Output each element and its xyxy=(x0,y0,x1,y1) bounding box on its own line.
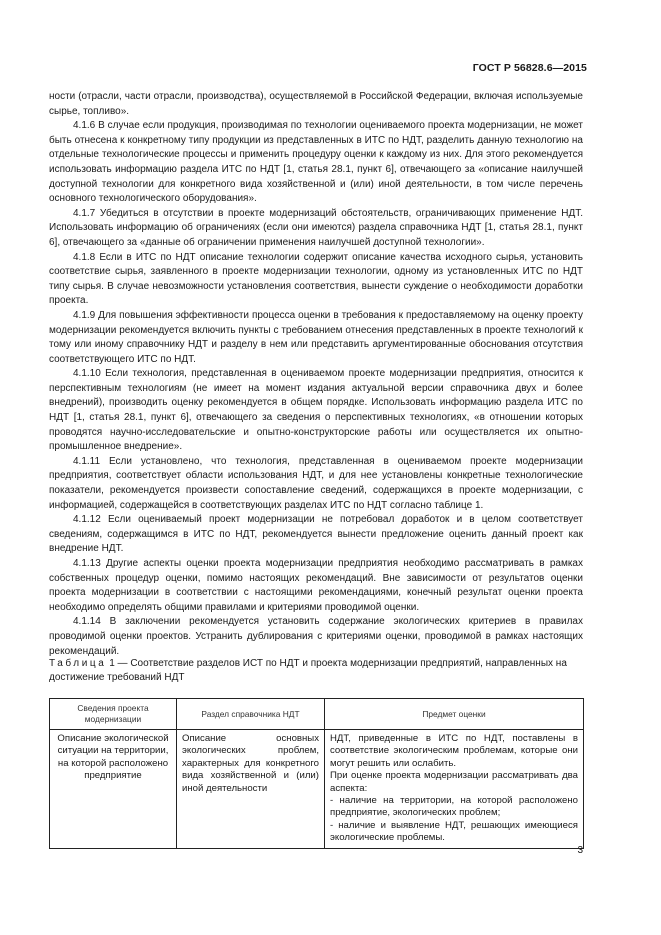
paragraph-4-1-13: 4.1.13 Другие аспекты оценки проекта модернизации предприятия необходимо рассматривать в рамках собственных процедур оценки, помимо настоящих рекомендаций. Вне зависимости от результатов оценки проекта модернизации в соответствии с настоящими рекомендациями, конечный результат оценки проекта необходимо определять общими правилами и критериями проводимой оценки. xyxy=(49,558,583,613)
evaluation-line: - наличие на территории, на которой расположено предприятие, экологических проблем; xyxy=(330,795,578,819)
header-evaluation-subject: Предмет оценки xyxy=(325,699,584,730)
table-caption-label: Таблица xyxy=(49,658,107,669)
cell-ndt-section: Описание основных экологических проблем, характерных для конкретного вида хозяйственной и (или) иной деятельности xyxy=(177,730,325,849)
table-row xyxy=(50,730,584,849)
evaluation-line: При оценке проекта модернизации рассматривать два аспекта: xyxy=(330,770,578,794)
header-project-info: Сведения проекта модернизации xyxy=(50,699,177,730)
paragraph-4-1-10: 4.1.10 Если технология, представленная в оцениваемом проекте модернизации предприятия, относится к перспективным технологиям (не имеет на момент издания актуальной версии справочника двух и более внедрений), производить оценку рекомендуется в общем порядке. Использовать информацию раздела ИТС по НДТ [1, статья 28.1, пункт 6], отвечающего за сведения о перспективных технологиях, «в отношении которых проводятся научно-исследовательские и опытно-конструкторские работы или осуществляется их опытно-промышленное внедрение». xyxy=(49,368,583,453)
paragraph-4-1-12: 4.1.12 Если оцениваемый проект модернизации не потребовал доработок и в целом соответствует сведениям, содержащимся в ИТС по НДТ, рекомендуется вынести предложение оценить данный проект как внедрение НДТ. xyxy=(49,514,583,555)
paragraph-4-1-11: 4.1.11 Если установлено, что технология, представленная в оцениваемом проекте модернизации предприятия, соответствует области использования НДТ, и для нее установлены конкретные технологические показатели, рекомендуется произвести сопоставление сведений, содержащихся в проекте модернизации, с информацией, содержащейся в соответствующих разделах ИТС по НДТ согласно таблице 1. xyxy=(49,455,583,511)
paragraph-4-1-14: 4.1.14 В заключении рекомендуется установить содержание экологических критериев в правилах проводимой оценки проектов. Устранить дублирования с критериями оценки, проводимой в рамках настоящих рекомендаций. xyxy=(49,616,583,657)
cell-project-info: Описание экологической ситуации на территории, на которой расположено предприятие xyxy=(50,730,177,849)
paragraph-4-1-9: 4.1.9 Для повышения эффективности процесса оценки в требования к предоставляемому на оценку проекту модернизации рекомендуется включить пункты с требованием отнесения представленных в проекте технологий к тому или иному справочнику НДТ и разделу в нем или представить аргументированные обоснования отсутствия соответствующего ИТС по НДТ. xyxy=(49,309,583,365)
standard-header: ГОСТ Р 56828.6—2015 xyxy=(472,62,587,74)
paragraph-4-1-6: 4.1.6 В случае если продукция, производимая по технологии оцениваемого проекта модернизации, не может быть отнесена к конкретному типу продукции из представленных в ИТС по НДТ, разделить данную технологию на отдельные технологические процессы и применить процедуру оценки к каждому из них. Для этого рекомендуется использовать информацию раздела ИТС по НДТ [1, статья 28.1, пункт 6], отвечающего за «описание наилучшей доступной технологии для конкретного вида хозяйственной и (или) иной деятельности, в том числе перечень основного технологического оборудования». xyxy=(49,120,583,205)
table-caption-text: 1 — Соответствие разделов ИСТ по НДТ и проекта модернизации предприятий, направленных на достижение требований НДТ xyxy=(49,658,567,683)
table-header-row xyxy=(50,699,584,730)
paragraph-4-1-7: 4.1.7 Убедиться в отсутствии в проекте модернизаций обстоятельств, ограничивающих применение НДТ. Использовать информацию об ограничениях (если они имеются) раздела справочника НДТ [1, статья 28.1, пункт 6], отвечающего за «данные об ограничении применения наилучшей доступной технологии». xyxy=(49,207,583,248)
evaluation-line: НДТ, приведенные в ИТС по НДТ, поставлены в соответствие экологическим проблемам, которые они могут решить или ослабить. xyxy=(330,733,578,769)
header-ndt-section: Раздел справочника НДТ xyxy=(177,699,325,730)
table-caption xyxy=(49,657,583,685)
cell-evaluation-subject xyxy=(325,730,584,849)
page-number: 3 xyxy=(577,845,583,856)
paragraph-4-1-8: 4.1.8 Если в ИТС по НДТ описание технологии содержит описание качества исходного сырья, установить соответствие сырья, заявленного в проекте модернизации технологии, одному из установленных ИТС по НДТ типу сырья. В случае невозможности установления соответствия, вынести суждение о необходимости доработки проекта. xyxy=(49,251,583,307)
evaluation-line: - наличие и выявление НДТ, решающих имеющиеся экологические проблемы. xyxy=(330,819,578,844)
correspondence-table xyxy=(49,698,584,849)
body-text xyxy=(49,90,583,659)
paragraph-continuation: ности (отрасли, части отрасли, производства), осуществляемой в Российской Федерации, включая используемые сырье, топливо». xyxy=(49,91,583,117)
